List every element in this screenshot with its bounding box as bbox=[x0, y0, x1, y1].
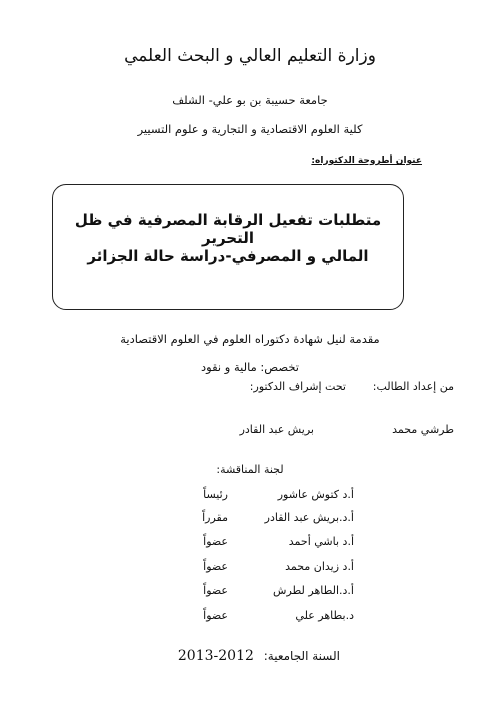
member-name: أ.د باشي أحمد bbox=[288, 535, 354, 548]
committee-member bbox=[134, 535, 354, 551]
member-name: أ.د كتوش عاشور bbox=[277, 488, 354, 501]
member-role: عضواً bbox=[203, 584, 228, 597]
member-role: عضواً bbox=[203, 535, 228, 548]
thesis-title-line-2: المالي و المصرفي-دراسة حالة الجزائر bbox=[87, 247, 369, 265]
committee-member bbox=[134, 488, 354, 504]
student-name: طرشي محمد bbox=[392, 423, 454, 436]
faculty-name: كلية العلوم الاقتصادية و التجارية و علوم التسيير bbox=[137, 122, 363, 136]
academic-year-value: 2013-2012 bbox=[177, 648, 254, 664]
member-role: عضواً bbox=[203, 609, 228, 622]
committee-member bbox=[134, 584, 354, 600]
student-label: من إعداد الطالب: bbox=[372, 380, 454, 393]
thesis-title-label: عنوان أطروحة الدكتوراه: bbox=[311, 156, 422, 166]
committee-member bbox=[134, 511, 354, 527]
specialization: تخصص: مالية و نقود bbox=[201, 360, 299, 374]
member-role: عضواً bbox=[203, 560, 228, 573]
member-role: مقرراً bbox=[202, 511, 228, 524]
member-role: رئيساً bbox=[203, 488, 228, 501]
academic-year-label: السنة الجامعية: bbox=[263, 649, 340, 663]
thesis-title-box bbox=[52, 184, 404, 310]
member-name: أ.د.بريش عبد القادر bbox=[264, 511, 354, 524]
supervisor-label: تحت إشراف الدكتور: bbox=[249, 380, 346, 393]
committee-heading: لجنة المناقشة: bbox=[216, 463, 284, 476]
degree-statement: مقدمة لنيل شهادة دكتوراه العلوم في العلوم الاقتصادية bbox=[120, 332, 380, 346]
ministry-name: وزارة التعليم العالي و البحث العلمي bbox=[124, 46, 376, 66]
university-name: جامعة حسيبة بن بو علي- الشلف bbox=[172, 93, 328, 107]
supervisor-name: بريش عبد القادر bbox=[239, 423, 314, 436]
committee-member bbox=[134, 560, 354, 576]
member-name: د.بطاهر علي bbox=[295, 609, 354, 622]
academic-year bbox=[178, 648, 340, 664]
member-name: أ.د زيدان محمد bbox=[285, 560, 354, 573]
committee-member bbox=[134, 609, 354, 625]
member-name: أ.د.الطاهر لطرش bbox=[273, 584, 354, 597]
thesis-title-line-1: متطلبات تفعيل الرقابة المصرفية في ظل التحرير bbox=[74, 211, 382, 247]
